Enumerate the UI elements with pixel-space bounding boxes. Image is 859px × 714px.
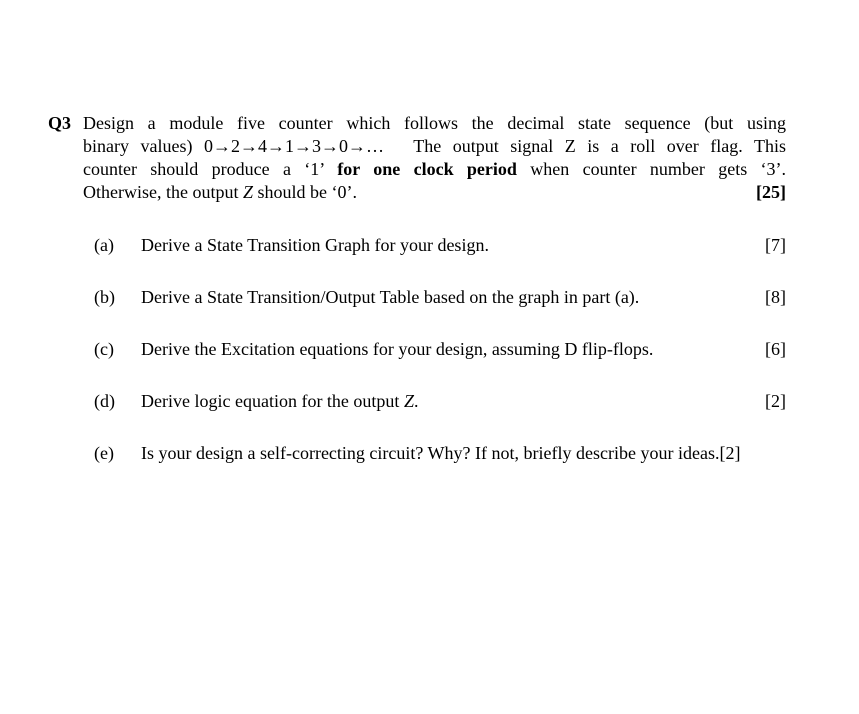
state-sequence: binary values) 0→2→4→1→3→0→… — [83, 136, 384, 156]
emphasis-text: for one clock period — [337, 159, 517, 179]
part-e — [0, 441, 859, 465]
part-text-suffix: . — [413, 391, 419, 411]
question-line-2 — [83, 135, 786, 158]
question-line-4 — [83, 181, 786, 204]
question-line-3-end: when counter number gets ‘3’. — [530, 159, 787, 179]
part-marks: [6] — [765, 339, 786, 359]
part-marks: [8] — [765, 287, 786, 307]
part-text-body: Is your design a self-correcting circuit? Why? If not, briefly describe your ideas. — [141, 443, 720, 463]
part-d — [0, 389, 859, 413]
part-label: (c) — [94, 339, 114, 359]
output-variable: Z — [403, 391, 414, 411]
part-text-prefix: Derive logic equation for the output — [141, 391, 400, 411]
part-label: (e) — [94, 443, 114, 463]
part-b — [0, 285, 859, 309]
part-label: (b) — [94, 287, 115, 307]
part-text: Derive the Excitation equations for your design, assuming D flip-flops. — [141, 339, 654, 359]
part-marks: [2] — [765, 391, 786, 411]
question-line-3-start: counter should produce a ‘1’ — [83, 159, 324, 179]
part-text — [141, 389, 418, 413]
question-statement — [83, 112, 786, 204]
question-number: Q3 — [48, 113, 72, 133]
question-line-4-end: should be ‘0’. — [257, 182, 357, 202]
part-text: Derive a State Transition/Output Table based on the graph in part (a). — [141, 287, 640, 307]
output-variable: Z — [242, 182, 253, 202]
total-marks: [25] — [756, 182, 786, 202]
output-flag-text: The output signal Z is a roll over flag. This — [413, 136, 786, 156]
part-label: (a) — [94, 235, 114, 255]
part-label: (d) — [94, 391, 115, 411]
part-a — [0, 233, 859, 257]
part-c — [0, 337, 859, 361]
part-marks: [7] — [765, 235, 786, 255]
question-line-4-start: Otherwise, the output — [83, 182, 239, 202]
part-marks: [2] — [719, 443, 741, 463]
question-line-3 — [83, 158, 786, 181]
part-text — [141, 441, 740, 465]
question-line-1: Design a module five counter which follows the decimal state sequence (but using — [83, 113, 786, 133]
part-text: Derive a State Transition Graph for your design. — [141, 235, 489, 255]
